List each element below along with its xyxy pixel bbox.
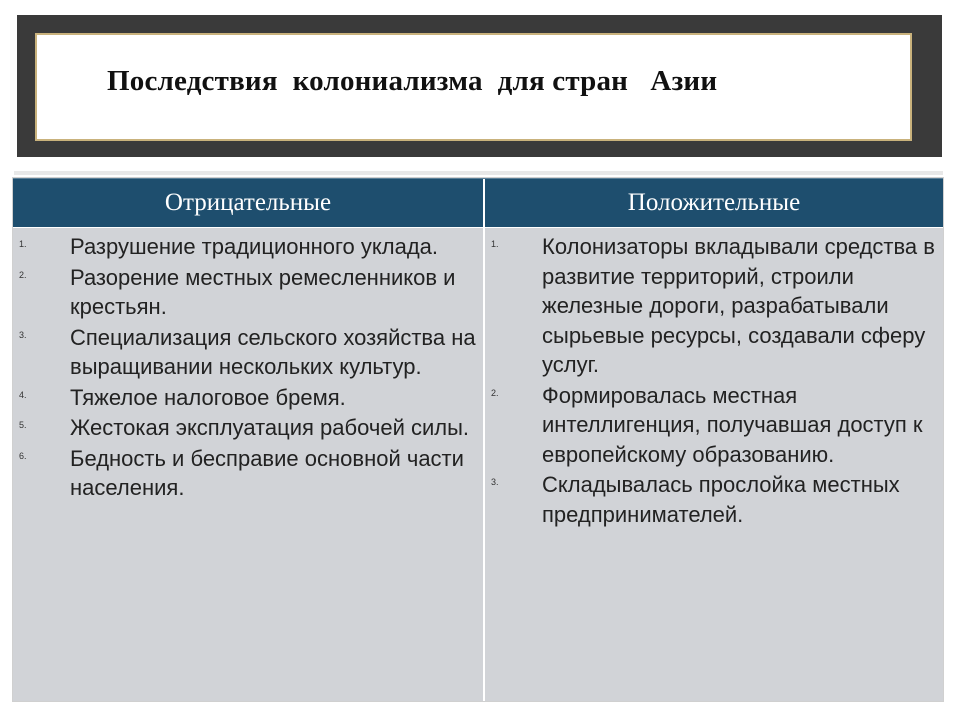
list-item-text: Разрушение традиционного уклада. [70,234,439,259]
positive-list-item [485,232,941,380]
negative-list [13,232,478,504]
negative-list-item [13,263,478,322]
list-item-text: Колонизаторы вкладывали средства в развитие территорий, строили железные дороги, разрабатывали сырьевые ресурсы, создавали сферу услуг. [542,234,935,377]
negative-list-item [13,232,478,262]
negative-list-item [13,323,478,382]
list-item-text: Разорение местных ремесленников и крестьян. [70,264,456,319]
list-item-text: Жестокая эксплуатация рабочей силы. [70,415,470,440]
title-band [17,15,942,157]
list-number: 3. [491,477,499,487]
positive-list-item [485,470,941,529]
list-number: 2. [491,387,499,398]
title-box [35,33,912,141]
negative-list-item [13,383,478,413]
positive-list [485,232,941,530]
header-negative: Отрицательные [164,189,332,216]
header-positive: Положительные [627,189,801,216]
table-header-row [13,178,943,227]
list-number: 5. [19,420,27,430]
comparison-table [12,177,944,702]
list-number: 1. [19,239,27,249]
table-body-row [13,228,943,701]
positive-list-item [485,381,941,470]
table-shadow [14,171,943,175]
list-item-text: Формировалась местная интеллигенция, получавшая доступ к европейскому образованию. [542,382,923,467]
list-number: 4. [19,389,27,400]
list-number: 2. [19,269,27,280]
negative-list-item [13,413,478,443]
list-item-text: Бедность и бесправие основной части населения. [70,445,464,500]
list-item-text: Тяжелое налоговое бремя. [70,384,346,410]
list-number: 1. [491,239,499,249]
list-item-text: Специализация сельского хозяйства на выращивании нескольких культур. [70,324,476,379]
negative-list-item [13,444,478,503]
page-title: Последствия колониализма для стран Азии [107,65,718,97]
list-item-text: Складывалась прослойка местных предпринимателей. [542,472,900,527]
list-number: 3. [19,329,27,340]
list-number: 6. [19,450,27,461]
